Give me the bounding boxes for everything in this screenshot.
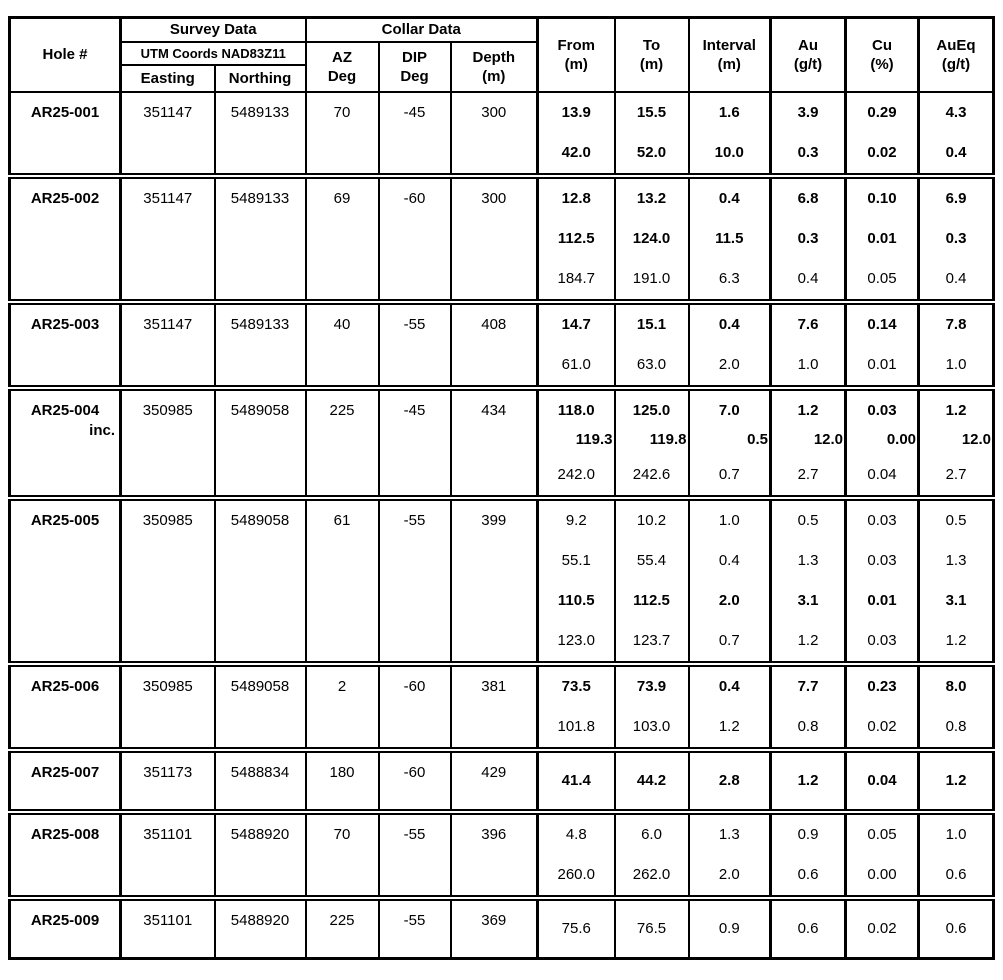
aueq-value-cell: 1.2 bbox=[919, 750, 994, 812]
hole-id-cell bbox=[10, 176, 121, 302]
from-value-cell: 184.7 bbox=[538, 259, 615, 302]
from-value-cell: 61.0 bbox=[538, 345, 615, 388]
col-header-depth: Depth (m) bbox=[451, 42, 538, 92]
aueq-value-cell: 7.8 bbox=[919, 302, 994, 345]
au-value-cell: 1.2 bbox=[771, 621, 846, 664]
interval-value-cell: 0.7 bbox=[689, 621, 771, 664]
dip-cell: -60 bbox=[379, 750, 451, 812]
interval-value-cell: 2.8 bbox=[689, 750, 771, 812]
aueq-value-cell: 0.6 bbox=[945, 865, 967, 883]
az-cell: 61 bbox=[306, 498, 379, 664]
au-value-cell: 3.1 bbox=[771, 581, 846, 621]
cu-value-cell: 0.01 bbox=[846, 345, 919, 388]
aueq-value-cell: 0.5 bbox=[919, 498, 994, 541]
hole-id-cell bbox=[10, 92, 121, 176]
interval-value-cell: 0.4 bbox=[689, 302, 771, 345]
cu-value-cell: 0.04 bbox=[846, 455, 919, 498]
dip-cell: -60 bbox=[379, 176, 451, 302]
col-header-easting: Easting bbox=[121, 65, 215, 92]
aueq-value-cell: 1.0 bbox=[919, 812, 994, 855]
depth-cell: 369 bbox=[451, 898, 538, 959]
from-value-cell: 42.0 bbox=[538, 133, 615, 176]
hole-id-cell bbox=[10, 664, 121, 750]
depth-cell: 434 bbox=[451, 388, 538, 498]
from-value-cell: 4.8 bbox=[538, 812, 615, 855]
to-value-cell: 124.0 bbox=[615, 219, 689, 259]
cu-value-cell: 0.23 bbox=[846, 664, 919, 707]
au-value-cell: 3.9 bbox=[771, 92, 846, 133]
hole-group-row bbox=[10, 664, 994, 707]
cu-value-cell: 0.02 bbox=[846, 707, 919, 750]
au-value-cell: 6.8 bbox=[771, 176, 846, 219]
aueq-value-cell: 0.8 bbox=[945, 717, 967, 735]
from-value-cell: 242.0 bbox=[538, 455, 615, 498]
from-value-cell: 73.5 bbox=[538, 664, 615, 707]
col-header-utm-coords: UTM Coords NAD83Z11 bbox=[121, 42, 306, 65]
col-header-from: From (m) bbox=[538, 18, 615, 92]
interval-value-cell: 6.3 bbox=[689, 259, 771, 302]
cu-value-cell: 0.03 bbox=[846, 621, 919, 664]
depth-cell: 408 bbox=[451, 302, 538, 388]
cu-value-cell: 0.10 bbox=[846, 176, 919, 219]
cu-value-cell: 0.05 bbox=[846, 259, 919, 302]
cu-value-cell: 0.14 bbox=[846, 302, 919, 345]
cu-value-cell: 0.00 bbox=[846, 855, 919, 898]
col-header-cu: Cu (%) bbox=[846, 18, 919, 92]
au-value-cell: 12.0 bbox=[771, 431, 846, 455]
easting-cell: 351173 bbox=[121, 750, 215, 812]
interval-value-cell: 1.3 bbox=[689, 812, 771, 855]
northing-cell: 5489058 bbox=[215, 664, 306, 750]
to-value-cell: 13.2 bbox=[615, 176, 689, 219]
to-value-cell: 262.0 bbox=[615, 855, 689, 898]
depth-cell: 429 bbox=[451, 750, 538, 812]
from-value-cell: 118.0 bbox=[538, 388, 615, 431]
from-value-cell: 110.5 bbox=[538, 581, 615, 621]
to-value-cell: 103.0 bbox=[615, 707, 689, 750]
col-header-az: AZ Deg bbox=[306, 42, 379, 92]
hole-group-row bbox=[10, 92, 994, 133]
interval-value-cell: 0.7 bbox=[689, 455, 771, 498]
hole-id-cell bbox=[10, 302, 121, 388]
northing-cell: 5488920 bbox=[215, 898, 306, 959]
col-header-au: Au (g/t) bbox=[771, 18, 846, 92]
cu-value-cell: 0.02 bbox=[846, 898, 919, 959]
hole-group-row bbox=[10, 302, 994, 345]
hole-group-row bbox=[10, 750, 994, 812]
northing-cell: 5489058 bbox=[215, 498, 306, 664]
aueq-value-cell: 1.2 bbox=[919, 388, 994, 431]
hole-id-cell bbox=[10, 498, 121, 664]
cu-value-cell: 0.00 bbox=[846, 431, 919, 455]
dip-cell: -55 bbox=[379, 898, 451, 959]
easting-cell: 350985 bbox=[121, 498, 215, 664]
from-value-cell: 55.1 bbox=[538, 541, 615, 581]
from-value-cell: 12.8 bbox=[538, 176, 615, 219]
hole-id: AR25-005 bbox=[30, 511, 100, 529]
au-value-cell: 0.5 bbox=[771, 498, 846, 541]
dip-cell: -55 bbox=[379, 498, 451, 664]
from-value-cell: 75.6 bbox=[538, 898, 615, 959]
interval-value-cell: 0.9 bbox=[689, 898, 771, 959]
aueq-value-cell: 4.3 bbox=[945, 103, 967, 121]
aueq-value-cell: 12.0 bbox=[961, 430, 992, 448]
au-value-cell: 1.2 bbox=[771, 750, 846, 812]
au-value-cell: 1.3 bbox=[771, 541, 846, 581]
from-value-cell: 101.8 bbox=[538, 707, 615, 750]
col-header-aueq: AuEq (g/t) bbox=[919, 18, 994, 92]
dip-cell: -45 bbox=[379, 92, 451, 176]
from-value-cell: 112.5 bbox=[538, 219, 615, 259]
interval-value-cell: 0.4 bbox=[689, 664, 771, 707]
easting-cell: 350985 bbox=[121, 664, 215, 750]
hole-id: AR25-002 bbox=[30, 189, 100, 207]
cu-value-cell: 0.05 bbox=[846, 812, 919, 855]
interval-value-cell: 0.4 bbox=[689, 541, 771, 581]
az-cell: 70 bbox=[306, 92, 379, 176]
au-value-cell: 7.7 bbox=[771, 664, 846, 707]
aueq-value-cell: 6.9 bbox=[919, 176, 994, 219]
aueq-value-cell: 1.3 bbox=[945, 551, 967, 569]
interval-value-cell: 1.0 bbox=[689, 498, 771, 541]
aueq-value-cell: 0.3 bbox=[945, 229, 967, 247]
to-value-cell: 73.9 bbox=[615, 664, 689, 707]
to-value-cell: 125.0 bbox=[615, 388, 689, 431]
au-value-cell: 0.4 bbox=[771, 259, 846, 302]
hole-group-row bbox=[10, 812, 994, 855]
hole-id: AR25-004 bbox=[30, 401, 100, 419]
aueq-value-cell: 2.7 bbox=[945, 465, 967, 483]
hole-group-row bbox=[10, 176, 994, 219]
az-cell: 40 bbox=[306, 302, 379, 388]
to-value-cell: 112.5 bbox=[615, 581, 689, 621]
cu-value-cell: 0.01 bbox=[846, 581, 919, 621]
easting-cell: 351147 bbox=[121, 92, 215, 176]
aueq-value-cell: 8.0 bbox=[919, 664, 994, 707]
cu-value-cell: 0.03 bbox=[846, 498, 919, 541]
interval-value-cell: 0.4 bbox=[689, 176, 771, 219]
from-value-cell: 123.0 bbox=[538, 621, 615, 664]
drill-results-table bbox=[8, 16, 995, 960]
to-value-cell: 52.0 bbox=[615, 133, 689, 176]
cu-value-cell: 0.01 bbox=[846, 219, 919, 259]
depth-cell: 300 bbox=[451, 92, 538, 176]
interval-value-cell: 2.0 bbox=[689, 855, 771, 898]
cu-value-cell: 0.03 bbox=[846, 541, 919, 581]
easting-cell: 351101 bbox=[121, 812, 215, 898]
hole-id-cell bbox=[10, 812, 121, 898]
dip-cell: -55 bbox=[379, 812, 451, 898]
az-cell: 180 bbox=[306, 750, 379, 812]
from-value-cell: 13.9 bbox=[538, 92, 615, 133]
col-header-northing: Northing bbox=[215, 65, 306, 92]
table-header bbox=[10, 18, 994, 92]
hole-id: AR25-006 bbox=[30, 677, 100, 695]
au-value-cell: 0.9 bbox=[771, 812, 846, 855]
au-value-cell: 7.6 bbox=[771, 302, 846, 345]
interval-value-cell: 2.0 bbox=[689, 581, 771, 621]
au-value-cell: 1.0 bbox=[771, 345, 846, 388]
hole-id-cell bbox=[10, 388, 121, 498]
dip-cell: -55 bbox=[379, 302, 451, 388]
interval-value-cell: 1.6 bbox=[689, 92, 771, 133]
aueq-value-cell: 1.0 bbox=[945, 355, 967, 373]
hole-id: AR25-008 bbox=[30, 825, 100, 843]
to-value-cell: 15.5 bbox=[615, 92, 689, 133]
northing-cell: 5488834 bbox=[215, 750, 306, 812]
to-value-cell: 191.0 bbox=[615, 259, 689, 302]
to-value-cell: 242.6 bbox=[615, 455, 689, 498]
aueq-value-cell: 3.1 bbox=[945, 591, 967, 609]
cu-value-cell: 0.02 bbox=[846, 133, 919, 176]
interval-value-cell: 10.0 bbox=[689, 133, 771, 176]
northing-cell: 5489133 bbox=[215, 92, 306, 176]
aueq-value-cell: 1.2 bbox=[945, 631, 967, 649]
hole-group-row bbox=[10, 388, 994, 431]
dip-cell: -45 bbox=[379, 388, 451, 498]
az-cell: 225 bbox=[306, 898, 379, 959]
interval-value-cell: 11.5 bbox=[689, 219, 771, 259]
depth-cell: 396 bbox=[451, 812, 538, 898]
aueq-value-cell: 0.6 bbox=[919, 898, 994, 959]
to-value-cell: 76.5 bbox=[615, 898, 689, 959]
aueq-value-cell: 0.4 bbox=[945, 269, 967, 287]
hole-id: AR25-001 bbox=[30, 103, 100, 121]
hole-id: AR25-003 bbox=[30, 315, 100, 333]
hole-id: AR25-007 bbox=[30, 763, 100, 781]
from-value-cell: 119.3 bbox=[538, 431, 615, 455]
interval-value-cell: 7.0 bbox=[689, 388, 771, 431]
au-value-cell: 0.8 bbox=[771, 707, 846, 750]
easting-cell: 351147 bbox=[121, 302, 215, 388]
easting-cell: 350985 bbox=[121, 388, 215, 498]
hole-id: AR25-009 bbox=[30, 911, 100, 929]
hole-group-row bbox=[10, 498, 994, 541]
to-value-cell: 15.1 bbox=[615, 302, 689, 345]
to-value-cell: 55.4 bbox=[615, 541, 689, 581]
cu-value-cell: 0.04 bbox=[846, 750, 919, 812]
au-value-cell: 0.6 bbox=[771, 898, 846, 959]
northing-cell: 5489133 bbox=[215, 302, 306, 388]
col-header-survey-data: Survey Data bbox=[121, 18, 306, 42]
to-value-cell: 6.0 bbox=[615, 812, 689, 855]
aueq-value-cell: 0.4 bbox=[945, 143, 967, 161]
to-value-cell: 123.7 bbox=[615, 621, 689, 664]
to-value-cell: 119.8 bbox=[615, 431, 689, 455]
col-header-collar-data: Collar Data bbox=[306, 18, 538, 42]
az-cell: 69 bbox=[306, 176, 379, 302]
au-value-cell: 0.6 bbox=[771, 855, 846, 898]
cu-value-cell: 0.29 bbox=[846, 92, 919, 133]
interval-value-cell: 2.0 bbox=[689, 345, 771, 388]
northing-cell: 5488920 bbox=[215, 812, 306, 898]
col-header-dip: DIP Deg bbox=[379, 42, 451, 92]
hole-id-cell bbox=[10, 750, 121, 812]
depth-cell: 300 bbox=[451, 176, 538, 302]
northing-cell: 5489058 bbox=[215, 388, 306, 498]
au-value-cell: 0.3 bbox=[771, 133, 846, 176]
from-value-cell: 260.0 bbox=[538, 855, 615, 898]
col-header-hole: Hole # bbox=[10, 18, 121, 92]
depth-cell: 399 bbox=[451, 498, 538, 664]
depth-cell: 381 bbox=[451, 664, 538, 750]
interval-value-cell: 1.2 bbox=[689, 707, 771, 750]
interval-value-cell: 0.5 bbox=[689, 431, 771, 455]
az-cell: 2 bbox=[306, 664, 379, 750]
col-header-interval: Interval (m) bbox=[689, 18, 771, 92]
to-value-cell: 10.2 bbox=[615, 498, 689, 541]
cu-value-cell: 0.03 bbox=[846, 388, 919, 431]
az-cell: 225 bbox=[306, 388, 379, 498]
az-cell: 70 bbox=[306, 812, 379, 898]
au-value-cell: 0.3 bbox=[771, 219, 846, 259]
table-body bbox=[10, 92, 994, 959]
from-value-cell: 9.2 bbox=[538, 498, 615, 541]
col-header-to: To (m) bbox=[615, 18, 689, 92]
northing-cell: 5489133 bbox=[215, 176, 306, 302]
au-value-cell: 2.7 bbox=[771, 455, 846, 498]
to-value-cell: 63.0 bbox=[615, 345, 689, 388]
easting-cell: 351147 bbox=[121, 176, 215, 302]
to-value-cell: 44.2 bbox=[615, 750, 689, 812]
from-value-cell: 14.7 bbox=[538, 302, 615, 345]
easting-cell: 351101 bbox=[121, 898, 215, 959]
included-interval-label: inc. bbox=[89, 421, 115, 439]
from-value-cell: 41.4 bbox=[538, 750, 615, 812]
au-value-cell: 1.2 bbox=[771, 388, 846, 431]
dip-cell: -60 bbox=[379, 664, 451, 750]
